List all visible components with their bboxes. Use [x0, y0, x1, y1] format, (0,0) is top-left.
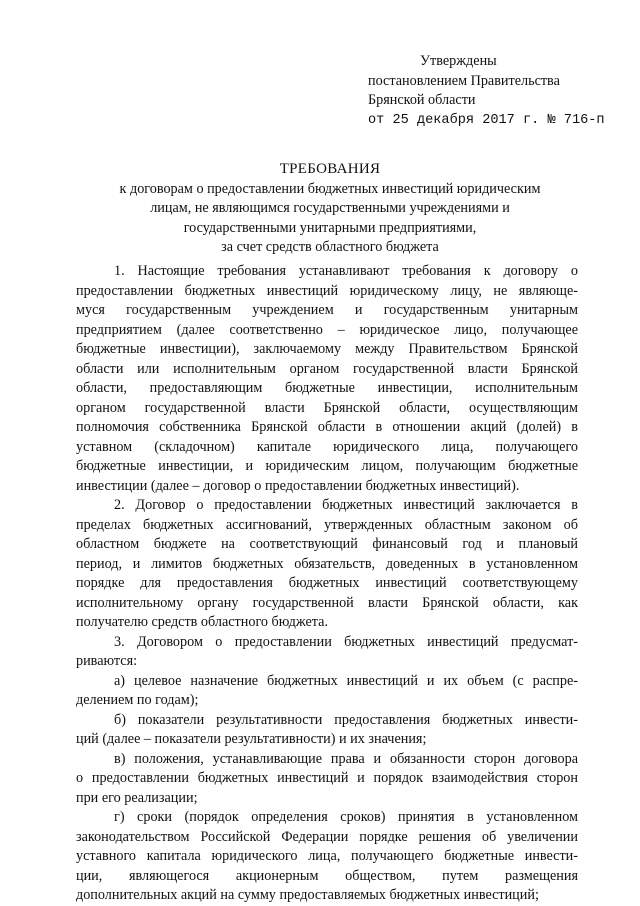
body-line: 1. Настоящие требования устанавливают требования к договору о: [114, 263, 578, 279]
body-line: уставном (складочном) капитале юридического лица, получающего: [76, 438, 578, 455]
body-line: предоставлении бюджетных инвестиций юридическому лицу, не являюще-: [76, 282, 578, 299]
approval-line-4: от 25 декабря 2017 г. № 716-п: [368, 112, 605, 128]
body-line: ций (далее – показатели результативности) и их значения;: [76, 731, 427, 747]
title-subtitle-4: за счет средств областного бюджета: [221, 239, 439, 255]
approval-line-1: Утверждены: [420, 53, 497, 69]
body-line: период, и лимитов бюджетных обязательств, доведенных в установленном: [76, 555, 578, 572]
document-title: [60, 160, 600, 258]
body-line: дополнительных акций на сумму предоставляемых бюджетных инвестиций;: [76, 887, 539, 903]
body-line: органом государственной власти Брянской области, осуществляющим: [76, 399, 578, 416]
title-heading: ТРЕБОВАНИЯ: [279, 161, 381, 177]
body-line: предприятием (далее соответственно – юридическое лицо, получающее: [76, 321, 578, 338]
document-body: [76, 262, 578, 906]
body-line: в) положения, устанавливающие права и обязанности сторон договора: [114, 750, 578, 767]
body-line: 2. Договор о предоставлении бюджетных инвестиций заключается в: [114, 497, 578, 513]
body-line: пределах бюджетных ассигнований, утвержденных областным законом об: [76, 516, 578, 533]
body-line: бюджетные инвестиции, и юридическим лицом, получающим бюджетные: [76, 458, 578, 474]
body-line: уставного капитала юридического лица, получающего бюджетные инвести-: [76, 848, 578, 864]
body-line: области, предоставляющим бюджетные инвестиции, исполнительным: [76, 380, 578, 396]
body-line: бюджетные инвестиции), заключаемому между Правительством Брянской: [76, 341, 578, 357]
body-line: риваются:: [76, 653, 138, 669]
body-line: г) сроки (порядок определения сроков) принятия в установленном: [114, 809, 578, 825]
body-line: а) целевое назначение бюджетных инвестиций и их объем (с распре-: [114, 672, 578, 689]
body-line: ции, являющегося акционерным обществом, путем размещения: [76, 867, 578, 884]
body-line: порядке для предоставления бюджетных инвестиций соответствующему: [76, 575, 578, 591]
body-line: области или исполнительным органом государственной власти Брянской: [76, 360, 578, 377]
body-line: получателю средств областного бюджета.: [76, 614, 328, 630]
approval-stamp: [368, 52, 605, 130]
body-line: законодательством Российской Федерации порядке решения об увеличении: [76, 828, 578, 845]
body-line: областном бюджете на соответствующий финансовый год и плановый: [76, 536, 578, 552]
body-line: делением по годам);: [76, 692, 199, 708]
approval-line-2: постановлением Правительства: [368, 72, 560, 89]
approval-line-3: Брянской области: [368, 92, 476, 108]
body-line: муся государственным учреждением и государственным унитарным: [76, 302, 578, 318]
title-subtitle-2: лицам, не являющимся государственными учреждениями и: [150, 200, 510, 216]
title-subtitle-1: к договорам о предоставлении бюджетных инвестиций юридическим: [119, 180, 541, 197]
body-line: исполнительному органу государственной власти Брянской области, как: [76, 594, 578, 611]
body-line: 3. Договором о предоставлении бюджетных инвестиций предусмат-: [114, 633, 578, 650]
body-line: при его реализации;: [76, 789, 198, 806]
body-line: полномочия собственника Брянской области в отношении акций (долей) в: [76, 419, 578, 435]
body-line: б) показатели результативности предоставления бюджетных инвести-: [114, 711, 578, 728]
body-line: о предоставлении бюджетных инвестиций и порядок взаимодействия сторон: [76, 770, 578, 786]
title-subtitle-3: государственными унитарными предприятиями,: [183, 219, 477, 236]
body-line: инвестиции (далее – договор о предоставлении бюджетных инвестиций).: [76, 477, 520, 494]
